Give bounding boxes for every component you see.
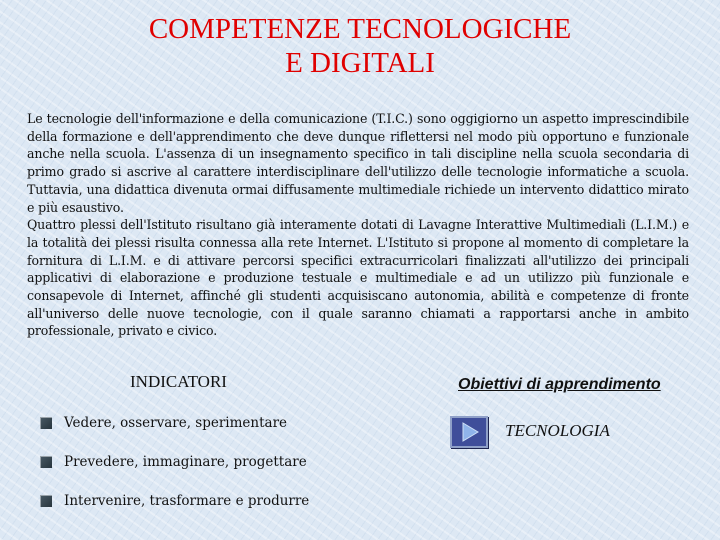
- title-line-1: COMPETENZE TECNOLOGICHE: [148, 13, 572, 45]
- slide-title: [0, 12, 720, 80]
- list-item: [40, 413, 309, 432]
- title-line-2: E DIGITALI: [285, 47, 435, 79]
- square-bullet-icon: [40, 495, 52, 507]
- indicator-label: Prevedere, immaginare, progettare: [64, 453, 307, 470]
- tecnologia-nav-button[interactable]: [450, 416, 488, 448]
- square-bullet-icon: [40, 417, 52, 429]
- play-arrow-icon: [452, 418, 486, 446]
- indicators-list: [40, 413, 309, 530]
- objectives-heading: Obiettivi di apprendimento: [458, 376, 661, 393]
- square-bullet-icon: [40, 456, 52, 468]
- paragraph-details: Quattro plessi dell'Istituto risultano già interamente dotati di Lavagne Interattive Multimediali (L.I.M.) e la totalità dei plessi risulta connessa alla rete Internet. L'Istituto si propone al momento di completare la fornitura di L.I.M. e di attivare percorsi specifici extracurricolari finalizzati all'utilizzo dei principali applicativi di elaborazione e produzione testuale e multimediale e ad un utilizzo più funzionale e consapevole di Internet, affinché gli studenti acquisiscano autonomia, abilità e competenze di fronte all'universo delle nuove tecnologie, con il quale saranno chiamati a rapportarsi anche in ambito professionale, privato e civico.: [27, 217, 689, 339]
- indicators-heading: INDICATORI: [130, 372, 227, 391]
- list-item: [40, 452, 309, 471]
- body-text: [27, 110, 689, 340]
- tecnologia-link[interactable]: TECNOLOGIA: [505, 421, 610, 440]
- list-item: [40, 491, 309, 510]
- paragraph-intro: Le tecnologie dell'informazione e della comunicazione (T.I.C.) sono oggigiorno un aspetto imprescindibile della formazione e dell'apprendimento che deve dunque riflettersi nel modo più opportuno e funzionale anche nella scuola. L'assenza di un insegnamento specifico in tali discipline nella scuola secondaria di primo grado si ascrive al carattere interdisciplinare dell'utilizzo delle tecnologie informatiche a scuola. Tuttavia, una didattica divenuta ormai diffusamente multimediale richiede un intervento didattico mirato e più esaustivo.: [27, 111, 689, 215]
- indicator-label: Intervenire, trasformare e produrre: [64, 492, 310, 509]
- indicator-label: Vedere, osservare, sperimentare: [64, 414, 288, 431]
